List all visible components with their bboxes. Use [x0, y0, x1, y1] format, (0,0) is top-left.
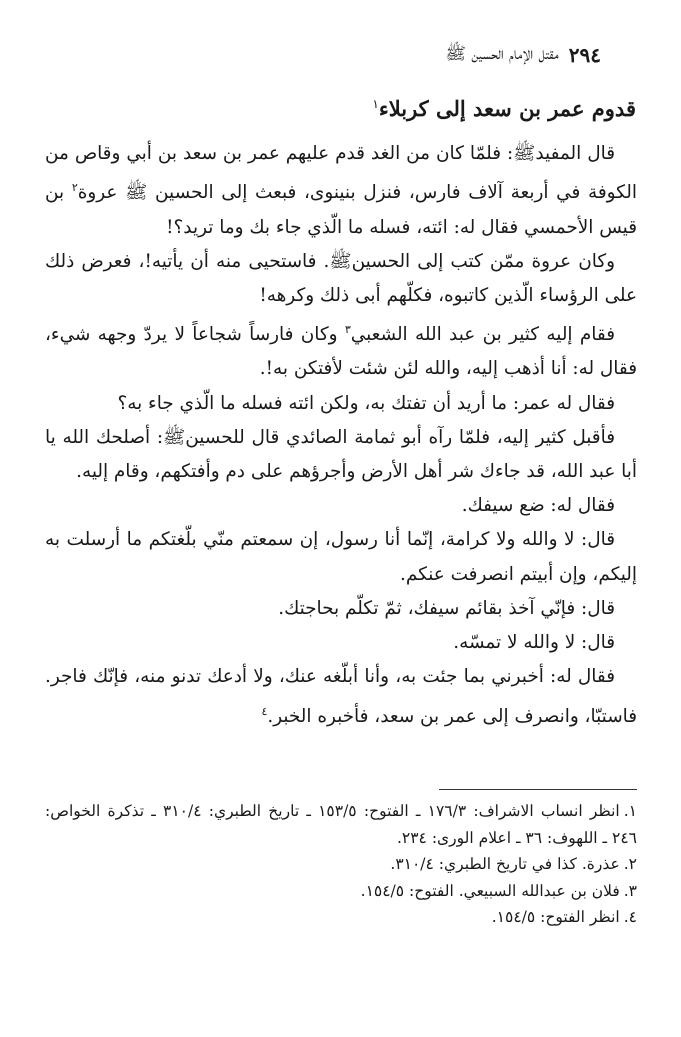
- paragraph-text: قال المفيدﷺ: فلمّا كان من الغد قدم عليهم عمر بن سعد بن أبي وقاص من الكوفة في أربعة آلاف فارس، فنزل بنينوى، فبعث إلى الحسين ﷺ عروة: [45, 143, 637, 204]
- footnote-number: ١.: [623, 802, 637, 820]
- footnote-number: ٢.: [623, 855, 637, 873]
- paragraph: [45, 660, 637, 734]
- page-number: ٢٩٤: [568, 43, 601, 67]
- footnote: [45, 798, 637, 851]
- paragraph-text: وكان عروة ممّن كتب إلى الحسينﷺ. فاستحيى منه أن يأتيه!، فعرض ذلك على الرؤساء الّذين كاتبوه، فكلّهم أبى ذلك وكرهه!: [45, 250, 637, 306]
- paragraph-text: قال: لا والله لا تمسّه.: [453, 632, 615, 654]
- body-text: [45, 137, 637, 734]
- footnote: [45, 851, 637, 878]
- paragraph-text: بن قيس الأحمسي فقال له: ائته، فسله ما الّذي جاء بك وما تريد؟!: [45, 182, 637, 238]
- footnote: [45, 878, 637, 905]
- running-title: مقتل الإمام الحسين ﷺ: [445, 43, 559, 64]
- paragraph-text: قال: فإنّي آخذ بقائم سيفك، ثمّ تكلّم بحاجتك.: [278, 597, 615, 619]
- paragraph-text: فقال له: أخبرني بما جئت به، وأنا أبلّغه عنك، ولا أدعك تدنو منه، فإنّك فاجر. فاستبّا، وانصرف إلى عمر بن سعد، فأخبره الخبر.: [45, 666, 637, 727]
- footnote-text: انظر انساب الاشراف: ١٧٦/٣ ـ الفتوح: ١٥٣/٥ ـ تاريخ الطبري: ٣١٠/٤ ـ تذكرة الخواص: ٢٤٦ ـ اللهوف: ٣٦ ـ اعلام الورى: ٢٣٤.: [45, 802, 637, 847]
- paragraph-text: فأقبل كثير إليه، فلمّا رآه أبو ثمامة الصائدي قال للحسينﷺ: أصلحك الله يا أبا عبد الله، قد جاءك شر أهل الأرض وأجرؤهم على دم وأفتكهم، وقام إليه.: [45, 426, 637, 483]
- footnote-number: ٣.: [623, 881, 637, 900]
- paragraph: [45, 313, 637, 387]
- footnote-text: فلان بن عبدالله السبيعي. الفتوح: ١٥٤/٥.: [360, 881, 620, 900]
- paragraph: [45, 523, 637, 591]
- footnote-text: عذرة. كذا في تاريخ الطبري: ٣١٠/٤.: [390, 855, 620, 873]
- paragraph: [45, 421, 637, 489]
- paragraph-text: فقال له: ضع سيفك.: [461, 495, 615, 517]
- paragraph-text: قال: لا والله ولا كرامة، إنّما أنا رسول، إن سمعتم منّي بلّغتكم ما أرسلت به إليكم، وإن أبيتم انصرفت عنكم.: [45, 529, 637, 585]
- footnote: [45, 904, 637, 931]
- footnote-ref: ٢: [71, 181, 78, 195]
- paragraph: [45, 592, 637, 626]
- section-heading: [372, 96, 636, 121]
- paragraph-text: فقال له عمر: ما أريد أن تفتك به، ولكن ائته فسله ما الّذي جاء به؟: [117, 392, 615, 414]
- paragraph: [45, 245, 637, 313]
- footnote-ref: ٤: [261, 704, 268, 718]
- footnote-ref: ٣: [344, 323, 351, 337]
- footnote-number: ٤.: [623, 908, 637, 926]
- paragraph-text: وكان فارساً شجاعاً لا يردّ وجهه شيء، فقال له: أنا أذهب إليه، والله لئن شئت لأفتكن به!.: [45, 324, 637, 380]
- footnotes: [45, 798, 637, 931]
- footnote-text: انظر الفتوح: ١٥٤/٥.: [491, 908, 620, 926]
- paragraph-text: فقام إليه كثير بن عبد الله الشعبي: [350, 324, 615, 346]
- paragraph: [45, 489, 637, 523]
- footnote-ref: ١: [372, 97, 379, 111]
- section-heading-text: قدوم عمر بن سعد إلى كربلاء: [378, 96, 636, 121]
- running-header: [40, 40, 601, 70]
- paragraph: [45, 137, 637, 245]
- footnote-divider: [439, 789, 637, 790]
- paragraph: [45, 387, 637, 421]
- paragraph: [45, 626, 637, 660]
